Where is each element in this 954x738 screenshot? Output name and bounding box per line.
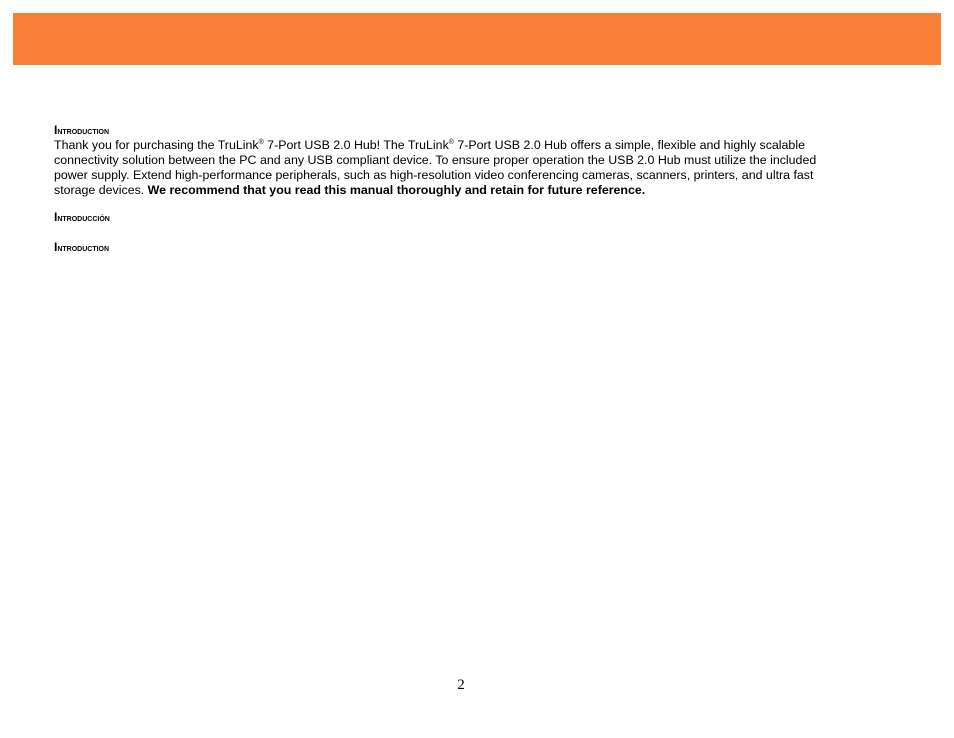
section-introduccion-es — [54, 211, 874, 225]
section-introduction-en — [54, 124, 874, 198]
paragraph-line: storage devices. We recommend that you read this manual thoroughly and retain for future reference. — [54, 183, 646, 197]
header-banner — [13, 13, 941, 65]
section-heading: Introduction — [54, 123, 110, 137]
intro-paragraph — [54, 138, 874, 198]
paragraph-line: power supply. Extend high-performance peripherals, such as high-resolution video conferencing cameras, scanners, printers, and ultra fast — [54, 168, 814, 182]
recommendation-bold: We recommend that you read this manual thoroughly and retain for future reference. — [147, 183, 646, 197]
section-heading: Introduction — [54, 240, 110, 254]
section-heading: Introducción — [54, 210, 110, 224]
section-introduction-fr — [54, 241, 874, 255]
paragraph-line: Thank you for purchasing the TruLink® 7-Port USB 2.0 Hub! The TruLink® 7-Port USB 2.0 Hub offers a simple, flexible and highly scalable — [54, 138, 805, 152]
page-number: 2 — [457, 677, 465, 693]
paragraph-line: connectivity solution between the PC and any USB compliant device. To ensure proper operation the USB 2.0 Hub must utilize the included — [54, 153, 817, 167]
